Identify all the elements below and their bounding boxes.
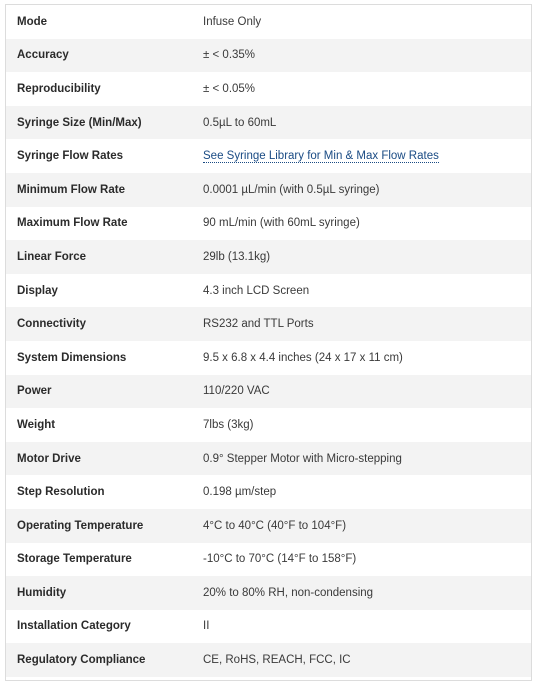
table-row [6,240,531,274]
spec-label-storage-temperature: Storage Temperature [17,553,132,566]
spec-label-weight: Weight [17,418,56,431]
spec-label-connectivity: Connectivity [17,318,87,331]
spec-value-installation-category: II [203,620,210,633]
spec-label-installation-category: Installation Category [17,620,131,633]
table-row [6,139,531,173]
spec-label-syringe-flow-rates: Syringe Flow Rates [17,150,124,163]
spec-label-regulatory-compliance: Regulatory Compliance [17,654,146,667]
spec-label-motor-drive: Motor Drive [17,452,81,465]
spec-value-step-resolution: 0.198 µm/step [203,486,277,499]
table-row [6,5,531,39]
spec-label-power: Power [17,385,52,398]
spec-value-humidity: 20% to 80% RH, non-condensing [203,586,374,599]
table-row [6,307,531,341]
spec-label-minimum-flow-rate: Minimum Flow Rate [17,183,125,196]
spec-label-step-resolution: Step Resolution [17,486,105,499]
spec-label-operating-temperature: Operating Temperature [17,519,144,532]
spec-label-reproducibility: Reproducibility [17,82,101,95]
spec-value-weight: 7lbs (3kg) [203,418,254,431]
table-row [6,610,531,644]
syringe-library-link[interactable]: See Syringe Library for Min & Max Flow Rates [203,150,439,163]
spec-label-mode: Mode [17,15,48,28]
spec-value-motor-drive: 0.9° Stepper Motor with Micro-stepping [203,452,402,465]
table-row [6,106,531,140]
spec-value-system-dimensions: 9.5 x 6.8 x 4.4 inches (24 x 17 x 11 cm) [203,351,403,364]
table-row [6,643,531,677]
specifications-table-card [5,4,532,681]
table-row [6,442,531,476]
table-row [6,408,531,442]
table-row [6,341,531,375]
table-row [6,475,531,509]
spec-value-power: 110/220 VAC [203,385,270,398]
spec-label-linear-force: Linear Force [17,250,87,263]
spec-label-maximum-flow-rate: Maximum Flow Rate [17,217,128,230]
spec-value-storage-temperature: -10°C to 70°C (14°F to 158°F) [203,553,357,566]
spec-value-accuracy: ± < 0.35% [203,49,256,62]
table-row [6,543,531,577]
spec-label-syringe-size: Syringe Size (Min/Max) [17,116,142,129]
spec-label-humidity: Humidity [17,586,67,599]
table-row [6,509,531,543]
table-row [6,39,531,73]
spec-value-linear-force: 29lb (13.1kg) [203,250,271,263]
spec-label-display: Display [17,284,58,297]
spec-value-reproducibility: ± < 0.05% [203,82,256,95]
table-row [6,576,531,610]
spec-value-mode: Infuse Only [203,15,262,28]
table-row [6,72,531,106]
spec-value-regulatory-compliance: CE, RoHS, REACH, FCC, IC [203,654,351,667]
spec-value-operating-temperature: 4°C to 40°C (40°F to 104°F) [203,519,347,532]
spec-value-minimum-flow-rate: 0.0001 µL/min (with 0.5µL syringe) [203,183,380,196]
table-row [6,207,531,241]
table-row [6,375,531,409]
table-row [6,173,531,207]
table-row [6,274,531,308]
spec-label-accuracy: Accuracy [17,49,69,62]
specifications-table [6,5,531,677]
spec-label-system-dimensions: System Dimensions [17,351,127,364]
spec-value-syringe-size: 0.5µL to 60mL [203,116,277,129]
spec-value-maximum-flow-rate: 90 mL/min (with 60mL syringe) [203,217,360,230]
spec-value-display: 4.3 inch LCD Screen [203,284,310,297]
spec-value-syringe-flow-rates [203,139,531,173]
spec-value-connectivity: RS232 and TTL Ports [203,318,314,331]
